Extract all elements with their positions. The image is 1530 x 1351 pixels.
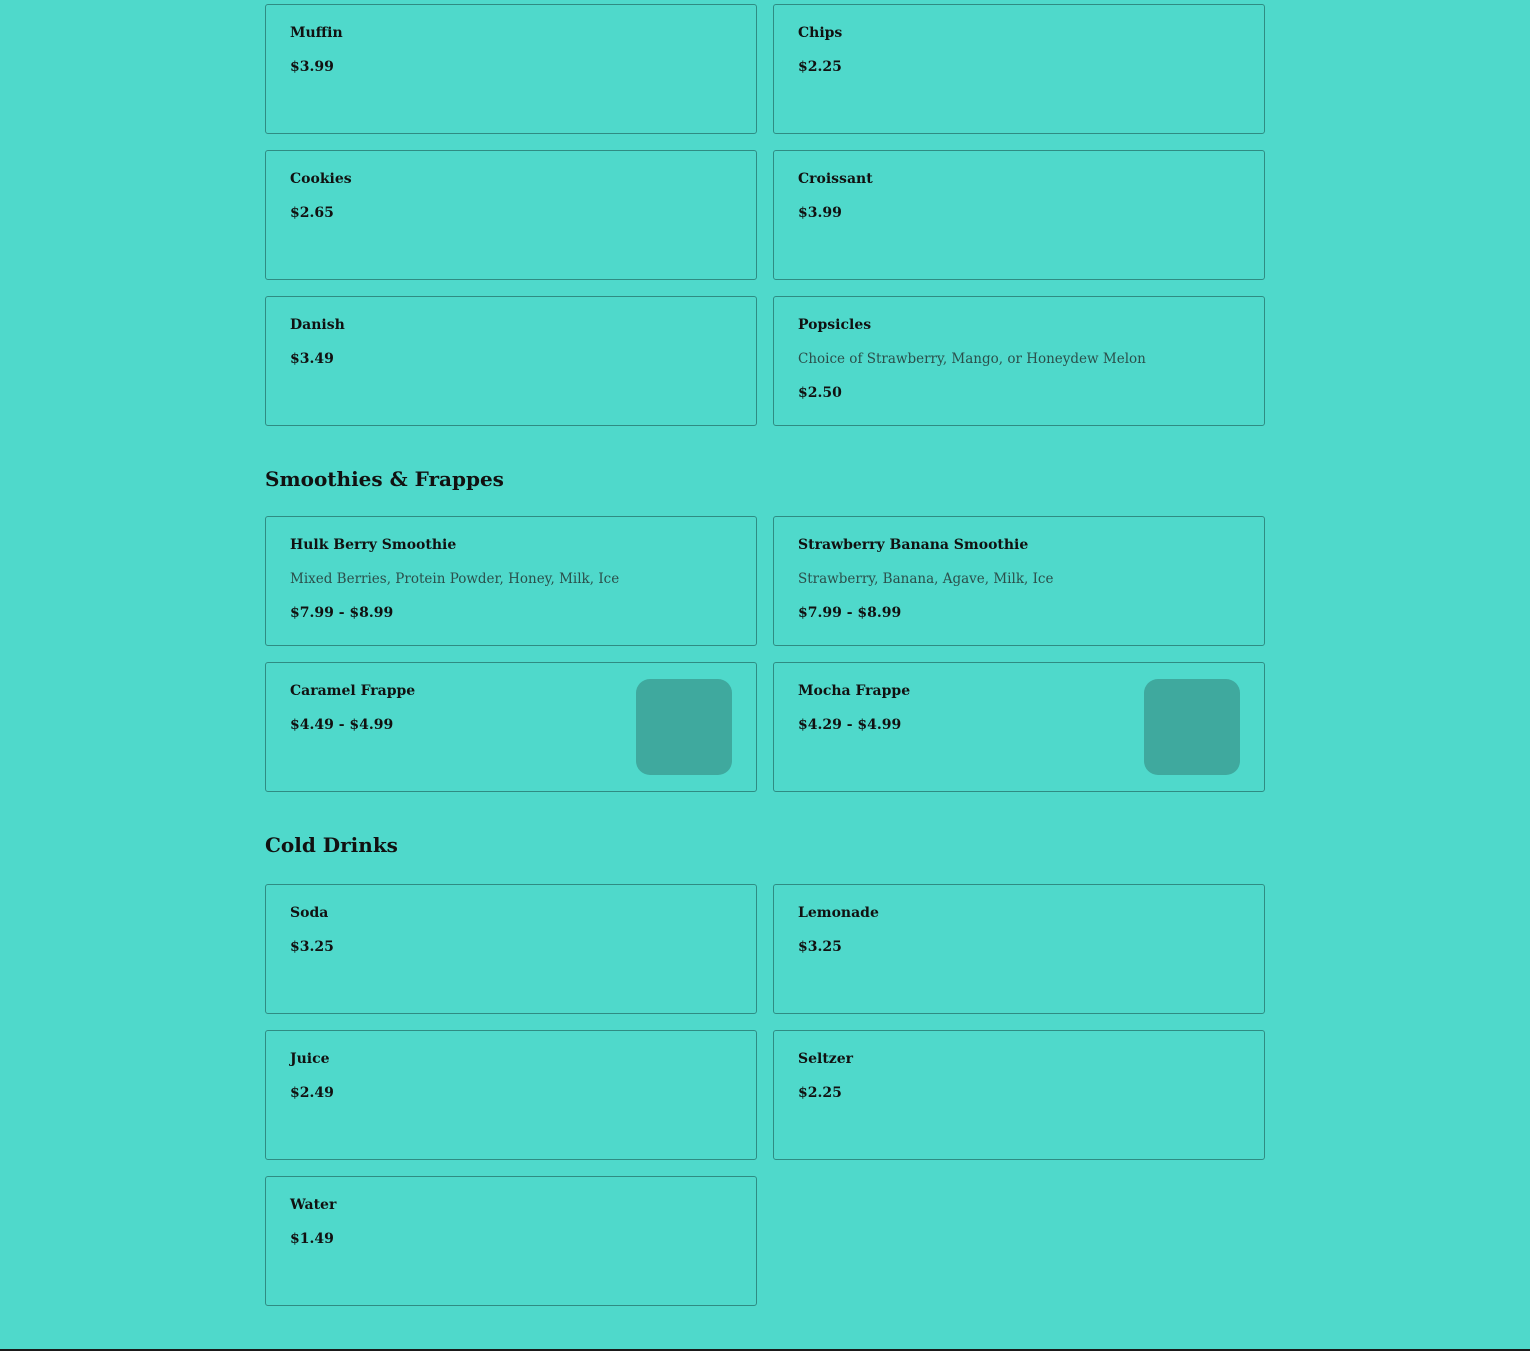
item-price: $7.99 - $8.99 [290, 605, 394, 621]
menu-item-croissant[interactable] [773, 150, 1265, 280]
menu-item-muffin[interactable] [265, 4, 757, 134]
menu-item-water[interactable] [265, 1176, 757, 1306]
item-price: $2.50 [798, 385, 842, 401]
item-image-placeholder [1144, 679, 1240, 775]
menu-item-soda[interactable] [265, 884, 757, 1014]
menu-item-seltzer[interactable] [773, 1030, 1265, 1160]
item-name: Croissant [798, 171, 873, 187]
menu-item-chips[interactable] [773, 4, 1265, 134]
item-price: $3.25 [290, 939, 334, 955]
item-name: Seltzer [798, 1051, 854, 1067]
item-name: Cookies [290, 171, 352, 187]
item-name: Caramel Frappe [290, 683, 416, 699]
item-name: Danish [290, 317, 345, 333]
item-price: $3.49 [290, 351, 334, 367]
item-price: $2.25 [798, 1085, 842, 1101]
menu-item-mocha-frappe[interactable] [773, 662, 1265, 792]
menu-item-juice[interactable] [265, 1030, 757, 1160]
menu-item-caramel-frappe[interactable] [265, 662, 757, 792]
item-name: Muffin [290, 25, 343, 41]
item-image-placeholder [636, 679, 732, 775]
menu-item-cookies[interactable] [265, 150, 757, 280]
item-price: $2.25 [798, 59, 842, 75]
item-name: Popsicles [798, 317, 872, 333]
item-description: Mixed Berries, Protein Powder, Honey, Milk, Ice [290, 571, 620, 587]
item-name: Mocha Frappe [798, 683, 911, 699]
item-name: Chips [798, 25, 843, 41]
item-price: $1.49 [290, 1231, 334, 1247]
menu-content [265, 4, 1265, 1306]
menu-item-danish[interactable] [265, 296, 757, 426]
item-name: Soda [290, 905, 329, 921]
item-price: $2.49 [290, 1085, 334, 1101]
item-description: Strawberry, Banana, Agave, Milk, Ice [798, 571, 1054, 587]
item-name: Lemonade [798, 905, 879, 921]
item-name: Strawberry Banana Smoothie [798, 537, 1029, 553]
item-price: $3.99 [798, 205, 842, 221]
pastries-grid [265, 4, 1265, 426]
section-title-smoothies: Smoothies & Frappes [265, 467, 504, 491]
item-price: $3.25 [798, 939, 842, 955]
item-price: $3.99 [290, 59, 334, 75]
item-price: $7.99 - $8.99 [798, 605, 902, 621]
item-price: $4.49 - $4.99 [290, 717, 394, 733]
menu-item-strawberry-banana-smoothie[interactable] [773, 516, 1265, 646]
item-name: Hulk Berry Smoothie [290, 537, 457, 553]
menu-item-hulk-berry-smoothie[interactable] [265, 516, 757, 646]
item-name: Water [290, 1197, 337, 1213]
item-price: $2.65 [290, 205, 334, 221]
menu-item-popsicles[interactable] [773, 296, 1265, 426]
item-name: Juice [290, 1051, 330, 1067]
item-description: Choice of Strawberry, Mango, or Honeydew Melon [798, 351, 1146, 367]
item-price: $4.29 - $4.99 [798, 717, 902, 733]
menu-item-lemonade[interactable] [773, 884, 1265, 1014]
smoothies-grid [265, 516, 1265, 792]
section-title-cold-drinks: Cold Drinks [265, 833, 398, 857]
cold-drinks-grid [265, 884, 1265, 1306]
